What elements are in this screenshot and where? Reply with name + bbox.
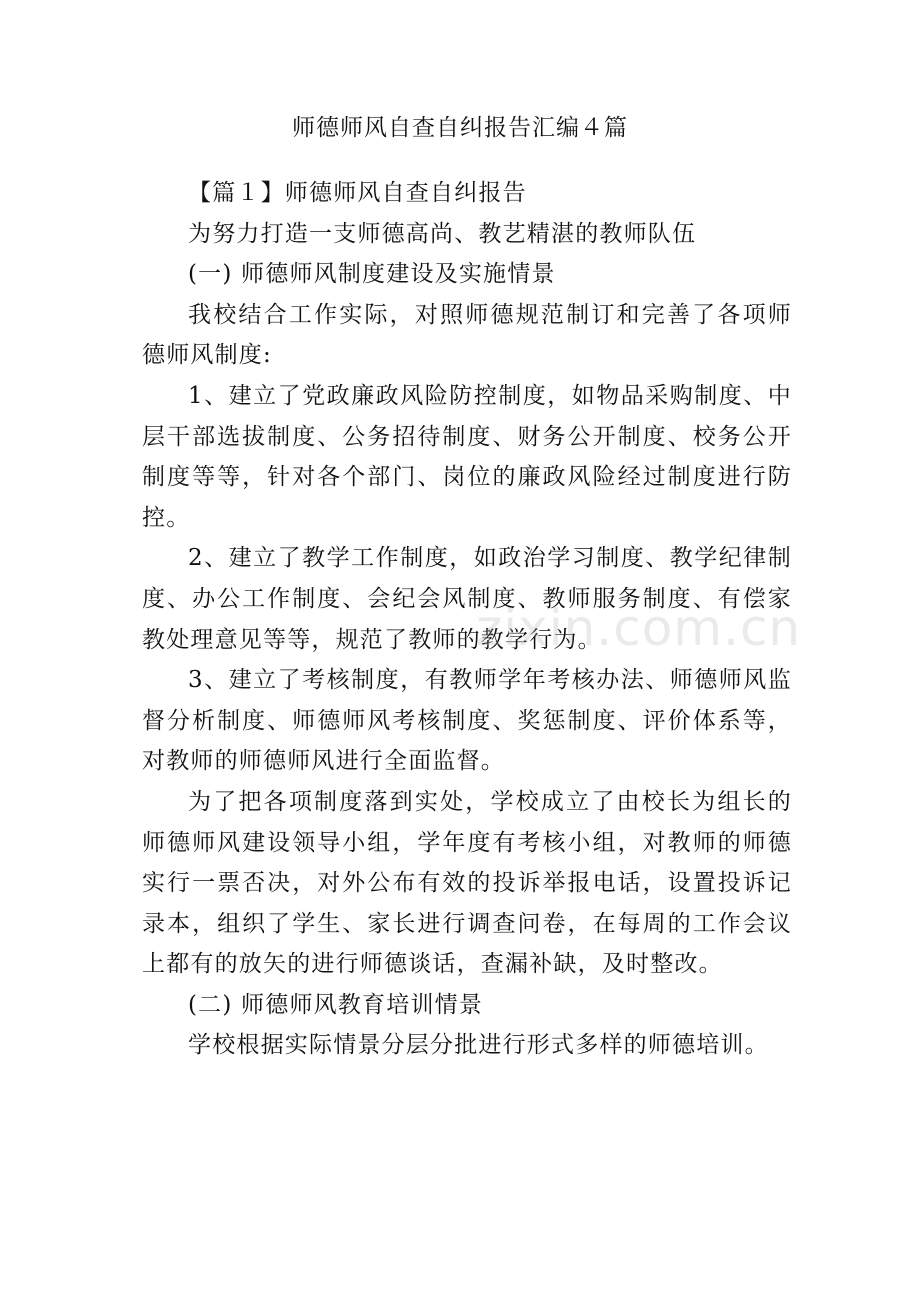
subsection-heading-1: (一) 师德师风制度建设及实施情景 (188, 261, 556, 288)
list-item-2: 2、建立了教学工作制度，如政治学习制度、教学纪律制度、办公工作制度、会纪会风制度、教师服务制度、有偿家教处理意见等等，规范了教师的教学行为。 (142, 545, 792, 653)
intro-paragraph: 为努力打造一支师德高尚、教艺精湛的教师队伍 (188, 220, 697, 247)
body-paragraph: 我校结合工作实际，对照师德规范制订和完善了各项师德师风制度: (142, 301, 792, 369)
body-paragraph: 学校根据实际情景分层分批进行形式多样的师德培训。 (188, 1032, 769, 1059)
watermark: zixin.com.cn (476, 599, 802, 657)
body-paragraph: 为了把各项制度落到实处，学校成立了由校长为组长的师德师风建设领导小组，学年度有考核小组，对教师的师德实行一票否决，对外公布有效的投诉举报电话，设置投诉记录本，组织了学生、家长进行调查问卷，在每周的工作会议上都有的放矢的进行师德谈话，查漏补缺，及时整改。 (142, 788, 792, 978)
section-heading-1: 【篇１】师德师风自查自纠报告 (188, 180, 527, 206)
document-title: 师德师风自查自纠报告汇编４篇 (292, 115, 628, 141)
subsection-heading-2: (二) 师德师风教育培训情景 (188, 991, 484, 1018)
list-item-3: 3、建立了考核制度，有教师学年考核办法、师德师风监督分析制度、师德师风考核制度、奖惩制度、评价体系等，对教师的师德师风进行全面监督。 (142, 667, 792, 775)
list-item-1: 1、建立了党政廉政风险防控制度，如物品采购制度、中层干部选拔制度、公务招待制度、财务公开制度、校务公开制度等等，针对各个部门、岗位的廉政风险经过制度进行防控。 (142, 382, 792, 531)
